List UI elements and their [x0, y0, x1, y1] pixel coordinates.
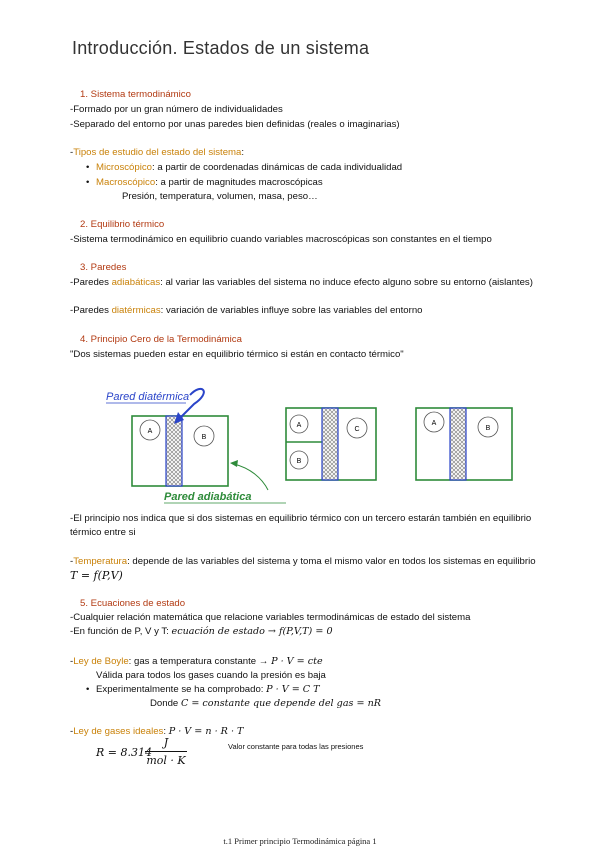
label-b-1: B — [201, 434, 207, 441]
principio-line-1: -El principio nos indica que si dos sistemas en equilibrio térmico con un tercero estarán también en equilibrio — [70, 513, 532, 524]
label-adiabatica: Pared adiabática — [164, 491, 252, 503]
section-4-quote: "Dos sistemas pueden estar en equilibrio térmico si están en contacto térmico" — [70, 349, 404, 360]
diathermic-wall-2 — [322, 408, 338, 480]
tipos-heading: -Tipos de estudio del estado del sistema: — [70, 147, 245, 158]
r-constant-left: R = 8.314 — [96, 746, 152, 759]
section-3-heading: 3. Paredes — [80, 262, 127, 273]
fraction-bar — [145, 751, 187, 752]
section-5-line-2: -En función de P, V y T: ecuación de estado → f(P,V,T) = 0 — [70, 626, 333, 637]
label-a-1: A — [147, 428, 153, 435]
diathermic-wall-1 — [166, 416, 182, 486]
boyle-valid: Válida para todos los gases cuando la presión es baja — [96, 670, 326, 681]
section-1-line-2: -Separado del entorno por unas paredes bien definidas (reales o imaginarias) — [70, 119, 400, 130]
section-5-heading: 5. Ecuaciones de estado — [80, 598, 186, 609]
boyle-donde: Donde C = constante que depende del gas = nR — [150, 698, 381, 709]
boyle-line: -Ley de Boyle: gas a temperatura constante → P · V = cte — [70, 656, 323, 667]
diathermic-wall-3 — [450, 408, 466, 480]
boyle-experimental: • Experimentalmente se ha comprobado: P · V = C T — [96, 684, 320, 696]
section-5-line-1: -Cualquier relación matemática que relacione variables termodinámicas de estado del sistema — [70, 612, 471, 623]
r-fraction-denominator: mol · K — [146, 754, 186, 767]
label-c-2: C — [354, 426, 360, 433]
section-2-line-1: -Sistema termodinámico en equilibrio cuando variables macroscópicas son constantes en el tiempo — [70, 234, 492, 245]
tipos-macro-sub: Presión, temperatura, volumen, masa, peso… — [122, 191, 318, 202]
temperatura-line: -Temperatura: depende de las variables del sistema y toma el mismo valor en todos los sistemas en equilibrio — [70, 556, 536, 567]
label-b-2: B — [296, 458, 302, 465]
principio-line-2: térmico entre si — [70, 527, 136, 538]
section-1-line-1: -Formado por un gran número de individualidades — [70, 104, 283, 115]
page-footer: t.1 Primer principio Termodinámica página 1 — [223, 836, 377, 846]
label-a-3: A — [431, 420, 437, 427]
section-4-heading: 4. Principio Cero de la Termodinámica — [80, 334, 242, 345]
section-1-heading: 1. Sistema termodinámico — [80, 89, 191, 100]
r-fraction-numerator: J — [163, 736, 169, 749]
tipos-macro: • Macroscópico: a partir de magnitudes macroscópicas — [96, 177, 323, 189]
tipos-micro: • Microscópico: a partir de coordenadas dinámicas de cada individualidad — [96, 162, 402, 174]
paredes-adiabaticas: -Paredes adiabáticas: al variar las variables del sistema no induce efecto alguno sobre su entorno (aislantes) — [70, 277, 533, 288]
label-b-3: B — [485, 425, 491, 432]
ideales-line: -Ley de gases ideales: P · V = n · R · T — [70, 726, 244, 737]
label-a-2: A — [296, 422, 302, 429]
paredes-diatermicas: -Paredes diatérmicas: variación de variables influye sobre las variables del entorno — [70, 305, 423, 316]
temperatura-formula: T = f(P,V) — [70, 569, 123, 582]
r-constant-note: Valor constante para todas las presiones — [228, 742, 364, 751]
page-title: Introducción. Estados de un sistema — [72, 38, 370, 58]
section-2-heading: 2. Equilibrio térmico — [80, 219, 165, 230]
label-diatermica: Pared diatérmica — [106, 391, 190, 403]
